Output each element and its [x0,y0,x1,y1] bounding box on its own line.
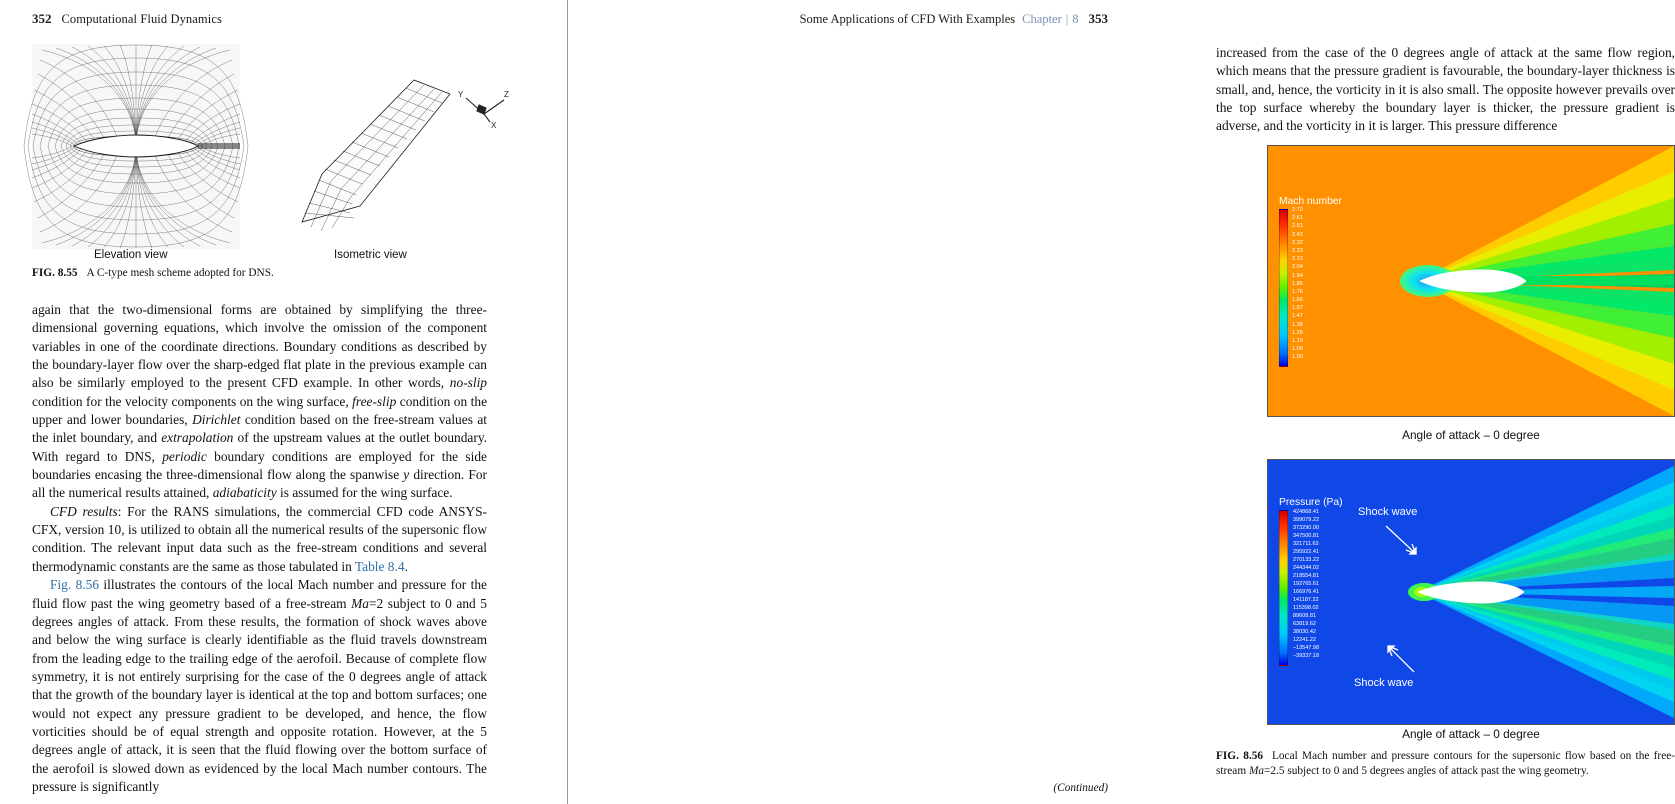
tick: –13547.98 [1293,645,1319,651]
p1-italic-y: y [403,467,410,483]
tick: 321711.63 [1293,541,1319,547]
mach-colorbar-ticks [1292,206,1303,362]
table-8-4-reference[interactable]: Table 8.4 [354,558,405,574]
running-head-left [32,11,222,27]
p2-italic-cfd-results: CFD results [50,503,118,519]
p1-seg-d: condition based on the free-stream values at the inlet boundary, and [32,412,487,446]
tick: 347500.81 [1293,533,1319,539]
figure-8-55-caption-text: A C-type mesh scheme adopted for DNS. [86,267,274,279]
tick: 63819.62 [1293,621,1316,627]
shock-wave-annotation-bottom: Shock wave [1354,677,1414,689]
p1-italic-free-slip: free-slip [352,393,397,409]
figure-8-56-caption [1216,749,1675,779]
elevation-view-label: Elevation view [94,249,168,261]
paragraph-2 [32,503,487,576]
tick: 424868.41 [1293,509,1319,515]
tick: 141187.22 [1293,597,1319,603]
p1-seg-a: again that the two-dimensional forms are obtained by simplifying the three-dimensional governing equations, which involve the omission of the component variables in one of the coordinate directions. Boundary conditions as described by the boundary-layer flow over the sharp-edged flat plate in the previous example can also be similarly employed to the present CFD example. In other words, [32,302,487,391]
p1-italic-dirichlet: Dirichlet [192,412,241,428]
p1-seg-e: of the upstream values at the outlet boundary. With regard to DNS, [32,430,487,464]
mach-subcaption: Angle of attack – 0 degree [1402,428,1540,442]
page-left [0,0,567,804]
mach-colorbar-title: Mach number [1279,196,1342,207]
figure-8-56-reference[interactable]: Fig. 8.56 [50,577,100,593]
axis-orientation-indicator [450,84,520,132]
tick: 1.09 [1292,346,1303,353]
pressure-colorbar-strip [1279,510,1288,666]
tick: 1.19 [1292,338,1303,344]
figure-8-56-caption-b: =2.5 subject to 0 and 5 degrees angles of attack past the wing geometry. [1264,765,1589,777]
left-body-text [32,301,487,796]
running-head-right [800,11,1108,27]
tick: 2.70 [1292,207,1303,213]
p1-seg-b: condition for the velocity components on the wing surface, [32,393,353,409]
mach-contour-svg [1268,146,1674,416]
page-number-left: 352 [32,11,52,26]
svg-text:X: X [491,121,497,130]
figure-8-56-caption-ma: Ma [1248,765,1264,777]
chapter-title: Some Applications of CFD With Examples [799,12,1016,26]
tick: 38030.42 [1293,629,1316,635]
tick: 1.38 [1292,321,1303,328]
tick: 399079.22 [1293,517,1319,523]
isometric-wing-svg [264,58,474,248]
figure-8-55-label: FIG. 8.55 [32,267,78,279]
svg-text:Z: Z [504,90,509,99]
p1-italic-periodic: periodic [162,448,207,464]
figure-8-56-caption-a: Local Mach number and pressure contours for the supersonic flow based on the free-stream [1216,750,1675,777]
paragraph-continued: increased from the case of the 0 degrees angle of attack at the same flow region, which means that the pressure gradient is favourable, the boundary-layer thickness is small, and, hence, the vorticity in it is also small. The opposite however prevails over the top surface whereby the boundary layer is thicker, the pressure gradient is adverse, and the vorticity in it is larger. This pressure difference [1216,45,1675,134]
tick: 2.61 [1292,215,1303,222]
chapter-rule: | [1065,12,1069,26]
tick: 2.13 [1292,256,1303,263]
p1-seg-f: boundary conditions are employed for the side boundaries encasing the three-dimensional flow along the spanwise [32,448,487,483]
tick: 1.76 [1292,288,1303,295]
figure-8-55 [32,44,509,261]
tick: 1.85 [1292,280,1303,287]
tick: 218554.81 [1293,573,1319,579]
continued-marker: (Continued) [1053,782,1108,794]
p1-seg-h: is assumed for the wing surface. [276,485,453,501]
tick: 270133.22 [1293,557,1319,563]
tick: –39337.18 [1293,653,1319,659]
chapter-number: 8 [1072,12,1079,26]
p2-seg-a: : For the RANS simulations, the commercial CFD code ANSYS-CFX, version 10, is utilized to obtain all the numerical results of the supersonic flow condition. The relevant input data such as the free-stream conditions and several thermodynamic constants are the same as those tabulated in [32,503,487,574]
tick: 1.47 [1292,313,1303,320]
p2-seg-b: . [404,558,408,574]
shock-wave-annotation-top: Shock wave [1358,506,1418,518]
tick: 89608.81 [1293,613,1316,619]
p1-seg-c: condition on the upper and lower boundaries, [32,393,488,428]
tick: 373290.00 [1293,525,1319,531]
page-right [567,0,1675,804]
pressure-subcaption: Angle of attack – 0 degree [1402,727,1540,741]
p1-seg-g: direction. For all the numerical results attained, [32,467,487,501]
tick: 12241.22 [1293,637,1316,643]
p1-italic-no-slip: no-slip [449,375,487,391]
tick: 244344.02 [1293,565,1319,571]
p1-italic-extrapolation: extrapolation [161,430,234,446]
svg-text:Y: Y [458,90,464,99]
figure-8-56-label: FIG. 8.56 [1216,750,1263,762]
tick: 1.00 [1292,354,1303,361]
p1-italic-adiabaticity: adiabaticity [212,485,277,501]
tick: 2.51 [1292,223,1303,230]
mach-number-contour-plot [1267,145,1675,417]
tick: 1.94 [1292,272,1303,279]
tick: 1.28 [1292,329,1303,336]
book-title: Computational Fluid Dynamics [61,12,222,26]
page-number-right: 353 [1088,11,1108,26]
tick: 1.66 [1292,297,1303,304]
paragraph-3 [32,576,487,796]
pressure-colorbar-title: Pressure (Pa) [1279,497,1343,508]
elevation-view-mesh [32,44,240,249]
c-type-mesh-svg [32,44,240,249]
mach-colorbar-strip [1279,209,1288,367]
tick: 1.57 [1292,305,1303,312]
tick: 295922.41 [1293,549,1319,555]
tick: 166976.41 [1293,589,1319,595]
figure-8-55-caption [32,266,502,281]
pressure-colorbar-ticks [1293,508,1319,660]
p3-italic-ma: Ma [351,595,369,611]
tick: 2.32 [1292,239,1303,246]
tick: 2.04 [1292,264,1303,271]
paragraph-1 [32,301,487,503]
tick: 2.23 [1292,247,1303,254]
p3-seg-a: illustrates the contours of the local Mach number and pressure for the fluid flow past the wing geometry based of a free-stream [32,577,487,611]
right-body-text [1216,44,1675,136]
tick: 115398.02 [1293,605,1319,611]
chapter-word: Chapter [1022,12,1062,26]
isometric-view-label: Isometric view [334,249,407,261]
tick: 2.42 [1292,231,1303,238]
tick: 192765.61 [1293,581,1319,587]
p3-seg-b: =2 subject to 0 and 5 degrees angles of attack. From these results, the formation of shock waves above and below the wing surface is clearly identifiable as the fluid travels downstream from the leading edge to the trailing edge of the aerofoil. Because of complete flow symmetry, it is not entirely surprising for the case of the 0 degrees angle of attack that the growth of the boundary layer is identical at the top and bottom surfaces; one would not expect any pressure gradient to be developed, and hence, the flow vorticities should be of equal strength and opposite rotation. However, at the 5 degrees angle of attack, it is seen that the fluid flowing over the bottom surface of the aerofoil is slowed down as evidenced by the local Mach number contours. The pressure is significantly [32,595,487,794]
isometric-view-mesh [264,58,474,248]
